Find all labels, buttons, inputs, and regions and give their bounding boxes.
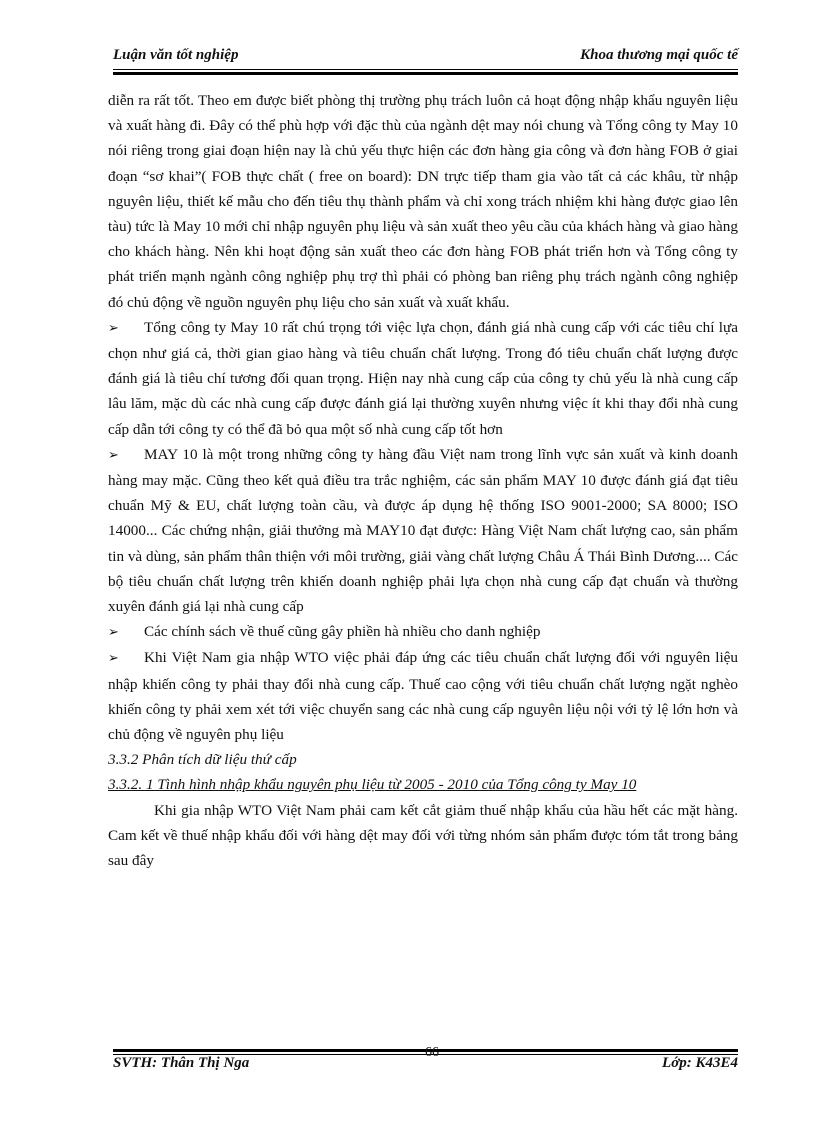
page-number: 66 [425, 1045, 439, 1060]
arrow-bullet-icon: ➢ [108, 320, 119, 336]
bullet-item-3 [108, 619, 738, 645]
bullet-text: Các chính sách về thuế cũng gây phiền hà nhiều cho danh nghiệp [144, 623, 541, 641]
paragraph-1: diễn ra rất tốt. Theo em được biết phòng thị trường phụ trách luôn cả hoạt động nhập khẩu nguyên liệu và xuất hàng đi. Đây có thể phù hợp với đặc thù của ngành dệt may nói chung và Tổng công ty May 10 nói riêng trong giai đoạn hiện nay là chủ yếu thực hiện các đơn hàng gia công và đơn hàng FOB ở giai đoạn “sơ khai”( FOB thực chất ( free on board): DN trực tiếp tham gia vào tất cả các khâu, từ nhập nguyên liệu, thiết kế mẫu cho đến tiêu thụ thành phẩm và chỉ xong trách nhiệm khi hàng được giao lên tàu) tức là May 10 mới chỉ nhập nguyên phụ liệu và sản xuất theo yêu cầu của khách hàng và giao hàng cho khách hàng. Nên khi hoạt động sản xuất theo các đơn hàng FOB phát triển hơn và Tổng công ty phát triển mạnh ngành công nghiệp phụ trợ thì phải có phòng ban riêng phụ trách ngành công nghiệp đó chủ động về nguồn nguyên phụ liệu cho sản xuất và xuất khẩu. [108, 92, 738, 311]
arrow-bullet-icon: ➢ [108, 447, 119, 463]
arrow-bullet-icon: ➢ [108, 651, 119, 667]
page-footer [113, 1045, 738, 1075]
paragraph-2: Khi gia nhập WTO Việt Nam phải cam kết cắt giảm thuế nhập khẩu của hầu hết các mặt hàng. Cam kết về thuế nhập khẩu đối với hàng dệt may đối với từng nhóm sản phẩm được tóm tắt trong bảng sau đây [108, 801, 738, 870]
footer-student-name: SVTH: Thân Thị Nga [113, 1055, 250, 1071]
subsection-heading-3-3-2-1: 3.3.2. 1 Tình hình nhập khẩu nguyên phụ liệu từ 2005 - 2010 của Tổng công ty May 10 [108, 776, 637, 794]
bullet-item-2 [108, 442, 738, 619]
bullet-text: Tổng công ty May 10 rất chú trọng tới việc lựa chọn, đánh giá nhà cung cấp với các tiêu chí lựa chọn như giá cả, thời gian giao hàng và tiêu chuẩn chất lượng. Trong đó tiêu chuẩn chất lượng được đánh giá là tiêu chí tương đối quan trọng. Hiện nay nhà cung cấp của công ty chủ yếu là nhà cung cấp lâu lăm, mặc dù các nhà cung cấp được đánh giá lại thường xuyên nhưng việc ít khi thay đổi nhà cung cấp dẫn tới công ty có thể đã bỏ qua một số nhà cung cấp tốt hơn [108, 318, 738, 438]
header-faculty: Khoa thương mại quốc tế [580, 47, 738, 63]
arrow-bullet-icon: ➢ [108, 625, 119, 641]
header-rule-thin [113, 69, 738, 70]
header-rule-thick [113, 72, 738, 75]
bullet-text: MAY 10 là một trong những công ty hàng đầu Việt nam trong lĩnh vực sản xuất và kinh doanh hàng may mặc. Cũng theo kết quả điều tra trắc nghiệm, các sản phẩm MAY 10 được đánh giá đạt tiêu chuẩn Mỹ & EU, chất lượng toàn cầu, và được áp dụng hệ thống ISO 9001-2000; SA 8000; ISO 14000... Các chứng nhận, giải thưởng mà MAY10 đạt được: Hàng Việt Nam chất lượng cao, sản phẩm tin và dùng, sản phẩm thân thiện với môi trường, giải vàng chất lượng Châu Á Thái Bình Dương.... Các bộ tiêu chuẩn chất lượng trên khiến doanh nghiệp phải lựa chọn nhà cung cấp đạt chuẩn và thường xuyên đánh giá lại nhà cung cấp [108, 445, 738, 616]
bullet-text: Khi Việt Nam gia nhập WTO việc phải đáp ứng các tiêu chuẩn chất lượng đối với nguyên liệu nhập khiến công ty phải thay đổi nhà cung cấp. Thuế cao cộng với tiêu chuẩn chất lượng ngặt nghèo khiến công ty phải xem xét tới việc chuyển sang các nhà cung cấp nguyên liệu nội với tỷ lệ lớn hơn và chủ động về nguyên phụ liệu [108, 649, 738, 744]
bullet-item-4 [108, 645, 738, 747]
footer-class: Lớp: K43E4 [662, 1055, 738, 1071]
section-heading-3-3-2: 3.3.2 Phân tích dữ liệu thứ cấp [108, 751, 297, 769]
page-body [108, 88, 738, 873]
bullet-item-1 [108, 315, 738, 442]
page-header [113, 47, 738, 69]
header-thesis-title: Luận văn tốt nghiệp [113, 47, 239, 63]
